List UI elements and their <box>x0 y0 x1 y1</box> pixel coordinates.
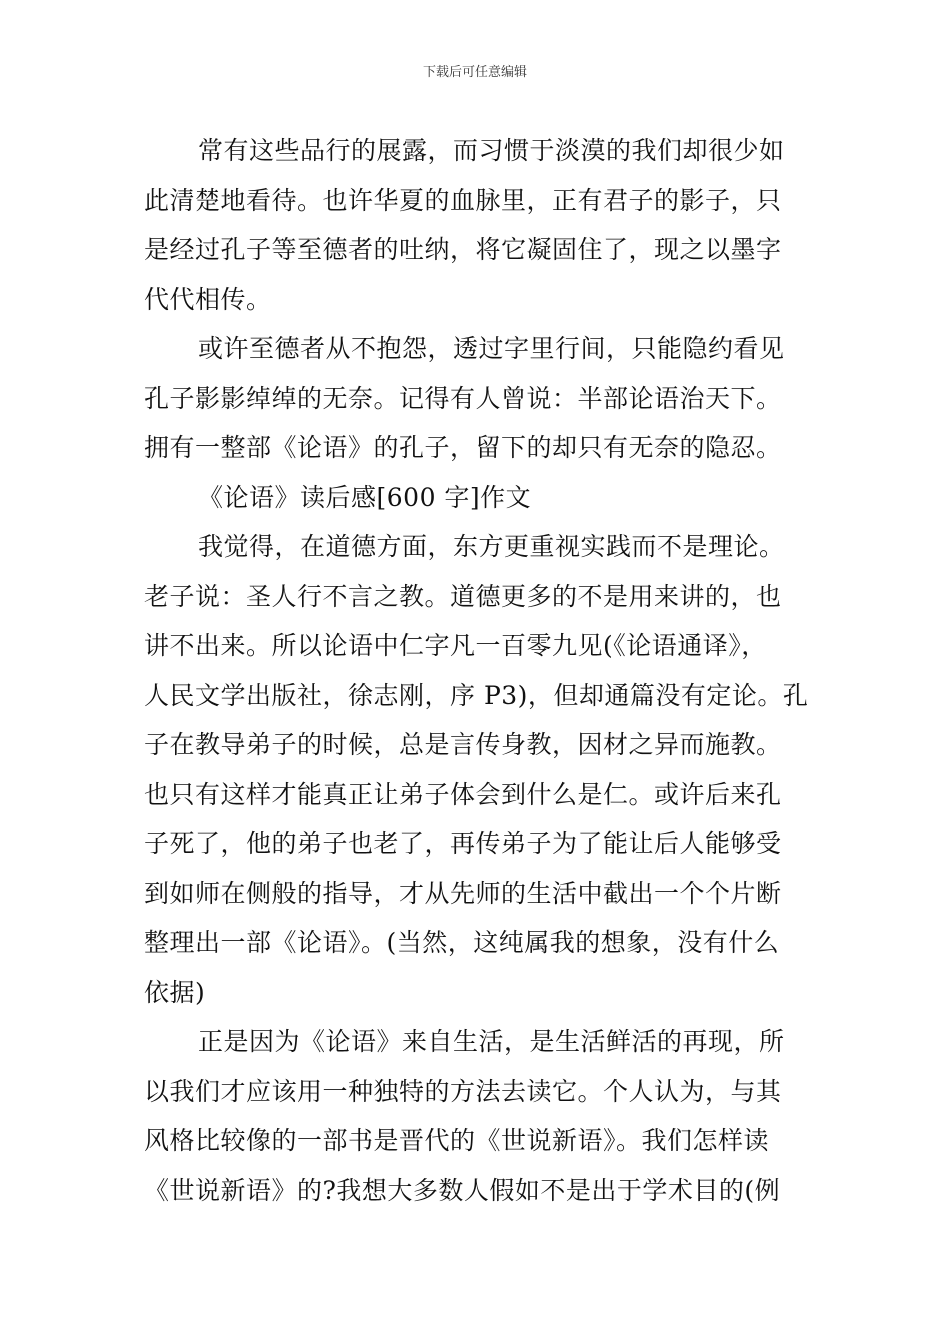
text-line: 老子说：圣人行不言之教。道德更多的不是用来讲的，也 <box>144 581 782 611</box>
text-line: 《世说新语》的?我想大多数人假如不是出于学术目的(例 <box>144 1175 781 1205</box>
text-line: 以我们才应该用一种独特的方法去读它。个人认为，与其 <box>144 1076 782 1106</box>
text-line: 是经过孔子等至德者的吐纳，将它凝固住了，现之以墨字 <box>144 235 782 264</box>
text-line: 常有这些品行的展露，而习惯于淡漠的我们却很少如 <box>198 136 785 165</box>
text-line: 依据) <box>144 977 206 1007</box>
text-line: 孔子影影绰绰的无奈。记得有人曾说：半部论语治天下。 <box>144 383 782 413</box>
text-line: 正是因为《论语》来自生活，是生活鲜活的再现，所 <box>198 1027 785 1056</box>
text-line: 整理出一部《论语》。(当然，这纯属我的想象，没有什么 <box>144 928 780 957</box>
text-line: 讲不出来。所以论语中仁字凡一百零九见(《论语通译》， <box>144 631 767 660</box>
text-line: 子死了，他的弟子也老了，再传弟子为了能让后人能够受 <box>144 829 782 858</box>
page-header: 下载后可任意编辑 <box>422 65 527 80</box>
text-line: 《论语》读后感[600 字]作文 <box>198 482 532 512</box>
text-line: 此清楚地看待。也许华夏的血脉里，正有君子的影子，只 <box>144 185 782 215</box>
text-line: 人民文学出版社，徐志刚，序 P3)，但却通篇没有定论。孔 <box>144 680 809 710</box>
document-body <box>144 126 810 1215</box>
text-line: 我觉得，在道德方面，东方更重视实践而不是理论。 <box>198 532 785 561</box>
text-line: 也只有这样才能真正让弟子体会到什么是仁。或许后来孔 <box>144 779 782 809</box>
text-line: 风格比较像的一部书是晋代的《世说新语》。我们怎样读 <box>144 1126 770 1155</box>
text-line: 到如师在侧般的指导，才从先师的生活中截出一个个片断 <box>144 878 782 908</box>
text-line: 或许至德者从不抱怨，透过字里行间，只能隐约看见 <box>198 334 785 363</box>
text-line: 代代相传。 <box>144 284 272 314</box>
text-line: 拥有一整部《论语》的孔子，留下的却只有无奈的隐忍。 <box>144 433 782 462</box>
text-line: 子在教导弟子的时候，总是言传身教，因材之异而施教。 <box>144 730 782 759</box>
